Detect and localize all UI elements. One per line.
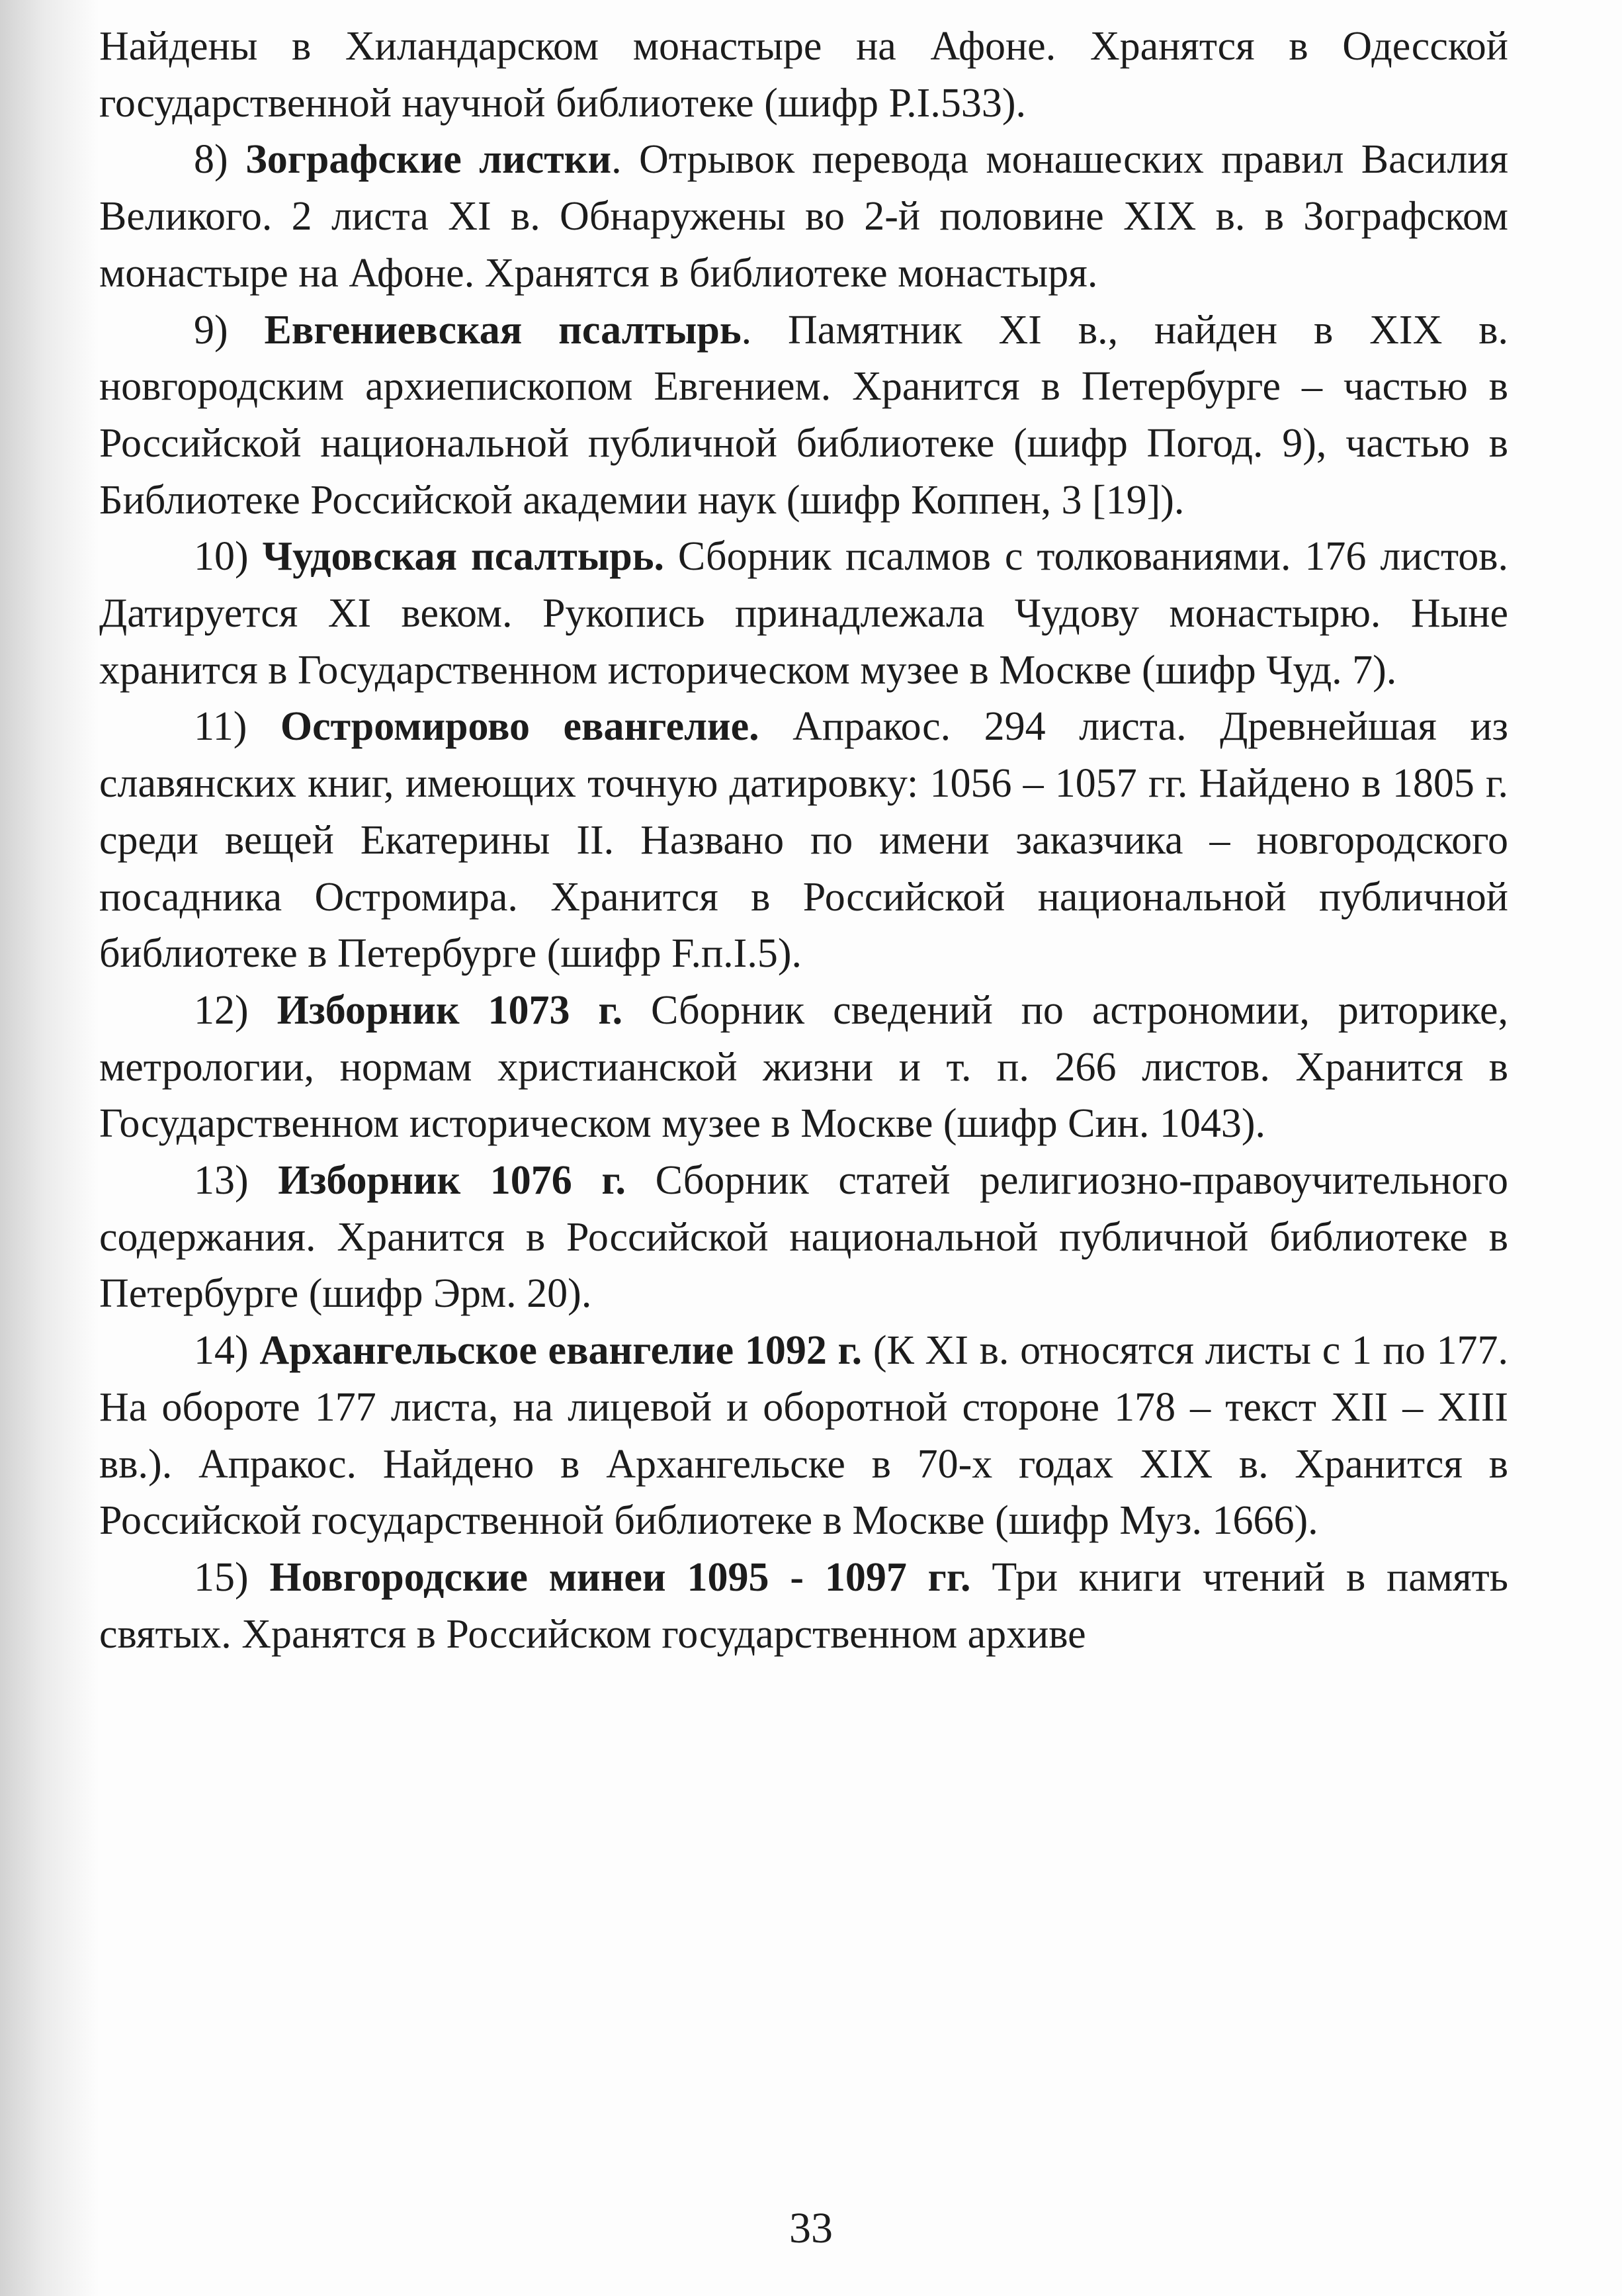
entry-text: Апракос. 294 листа. Древнейшая из славянских книг, имеющих точную датировку: 1056 – 1057 гг. Найдено в 1805 г. среди вещей Екатерины II. Названо по имени заказчика – новгородского посадника Остромира. Хранится в Российской национальной публичной библиотеке в Петербурге (шифр F.п.I.5). [99, 704, 1508, 977]
entry-arkhangelskoe-evangelie [99, 1323, 1508, 1550]
entry-title: Новгородские минеи 1095 - 1097 гг. [269, 1554, 971, 1600]
entry-number: 15) [194, 1554, 249, 1600]
entry-title: Евгениевская псалтырь [264, 307, 742, 353]
paragraph-text: Найдены в Хиландарском монастыре на Афоне. Хранятся в Одесской государственной научной библиотеке (шифр Р.І.533). [99, 24, 1508, 126]
entry-number: 13) [194, 1158, 249, 1204]
entry-title: Чудовская псалтырь. [262, 534, 664, 580]
page-number: 33 [789, 2204, 833, 2252]
entry-izbornik-1076 [99, 1153, 1508, 1323]
entry-text: Сборник псалмов с толкованиями. 176 листов. Датируется XI веком. Рукопись принадлежала Чудову монастырю. Ныне хранится в Государственном историческом музее в Москве (шифр Чуд. 7). [99, 534, 1509, 693]
entry-title: Архангельское евангелие 1092 г. [259, 1328, 863, 1374]
entry-zografskie-listki [99, 132, 1508, 302]
binding-shadow [0, 0, 99, 2296]
entry-text: Сборник сведений по астрономии, риторике, метрологии, нормам христианской жизни и т. п. 266 листов. Хранится в Государственном историческом музее в Москве (шифр Син. 1043). [99, 987, 1509, 1147]
entry-text: . Памятник XI в., найден в XIX в. новгородским архиепископом Евгением. Хранится в Петербурге – частью в Российской национальной публичной библиотеке (шифр Погод. 9), частью в Библиотеке Российской академии наук (шифр Коппен, 3 [19]). [99, 307, 1509, 523]
entry-ostromirovo-evangelie [99, 699, 1508, 983]
entry-title: Зографские листки [245, 137, 612, 183]
entry-text: (К XI в. относятся листы с 1 по 177. На обороте 177 листа, на лицевой и оборотной стороне 178 – текст XII – XIII вв.). Апракос. Найдено в Архангельске в 70-х годах XIX в. Хранится в Российской государственной библиотеке в Москве (шифр Муз. 1666). [99, 1328, 1509, 1544]
entry-text: Три книги чтений в память святых. Хранятся в Российском государственном архиве [99, 1554, 1508, 1657]
entry-number: 8) [194, 137, 228, 183]
entry-text: Сборник статей религиозно-правоучительного содержания. Хранится в Российской национальной публичной библиотеке в Петербурге (шифр Эрм. 20). [99, 1158, 1508, 1317]
entry-number: 12) [194, 987, 249, 1033]
entry-number: 14) [194, 1328, 249, 1374]
entry-title: Изборник 1073 г. [277, 987, 623, 1033]
paragraph-continuation [99, 19, 1508, 132]
entry-title: Изборник 1076 г. [278, 1158, 626, 1204]
entry-text: . Отрывок перевода монашеских правил Василия Великого. 2 листа XI в. Обнаружены во 2-й половине XIX в. в Зографском монастыре на Афоне. Хранятся в библиотеке монастыря. [99, 137, 1508, 296]
entry-novgorodskie-minei [99, 1550, 1508, 1663]
entry-evgenievskaya-psaltyr [99, 302, 1508, 529]
entry-izbornik-1073 [99, 983, 1508, 1153]
entry-number: 11) [194, 704, 247, 750]
entry-number: 10) [194, 534, 249, 580]
entry-number: 9) [194, 307, 228, 353]
entry-title: Остромирово евангелие. [280, 704, 759, 750]
entry-chudovskaya-psaltyr [99, 529, 1508, 699]
page-body [99, 19, 1508, 1663]
